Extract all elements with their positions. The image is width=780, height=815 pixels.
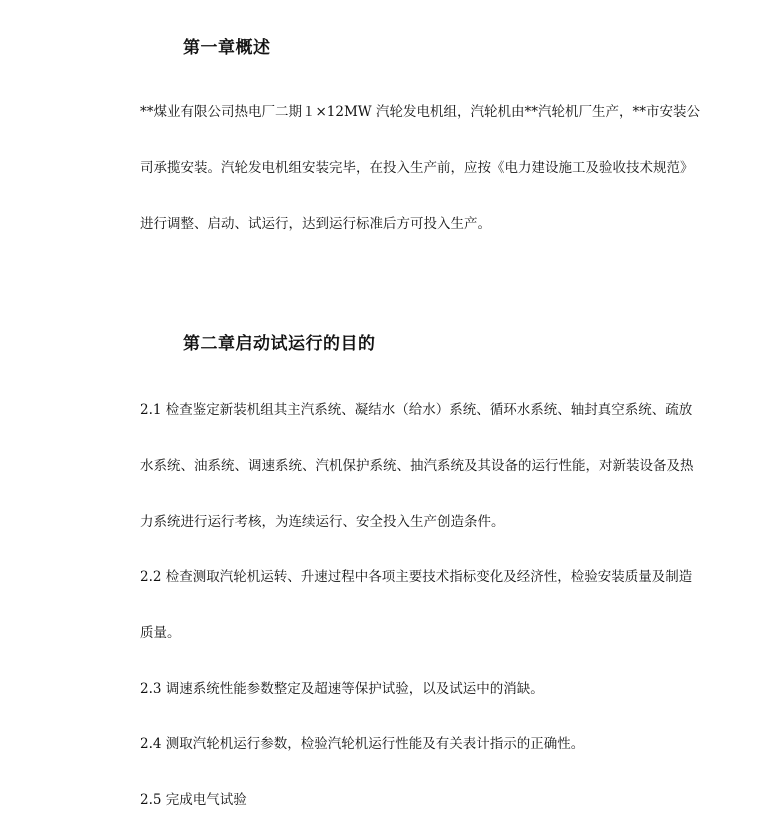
chapter-2-title: 第二章启动试运行的目的 — [183, 334, 376, 354]
chapter-1-paragraph-line: **煤业有限公司热电厂二期１×12MW 汽轮发电机组，汽轮机由**汽轮机厂生产，**市安装公 — [140, 104, 700, 120]
chapter-2-paragraph-line: 力系统进行运行考核，为连续运行、安全投入生产创造条件。 — [140, 514, 505, 530]
chapter-2-paragraph-line: 2.1 检查鉴定新装机组其主汽系统、凝结水（给水）系统、循环水系统、轴封真空系统、疏放 — [140, 402, 693, 418]
chapter-1-title: 第一章概述 — [183, 38, 271, 58]
chapter-2-paragraph-line: 2.5 完成电气试验 — [140, 792, 247, 808]
chapter-2-paragraph-line: 2.3 调速系统性能参数整定及超速等保护试验，以及试运中的消缺。 — [140, 681, 544, 697]
chapter-2-paragraph-line: 2.2 检查测取汽轮机运转、升速过程中各项主要技术指标变化及经济性，检验安装质量及制造 — [140, 569, 693, 585]
chapter-2-paragraph-line: 质量。 — [140, 625, 181, 641]
chapter-2-paragraph-line: 水系统、油系统、调速系统、汽机保护系统、抽汽系统及其设备的运行性能，对新装设备及热 — [140, 458, 694, 474]
chapter-1-paragraph-line: 进行调整、启动、试运行，达到运行标准后方可投入生产。 — [140, 216, 491, 232]
chapter-2-paragraph-line: 2.4 测取汽轮机运行参数，检验汽轮机运行性能及有关表计指示的正确性。 — [140, 736, 585, 752]
chapter-1-paragraph-line: 司承揽安装。汽轮发电机组安装完毕，在投入生产前，应按《电力建设施工及验收技术规范》 — [140, 160, 694, 176]
